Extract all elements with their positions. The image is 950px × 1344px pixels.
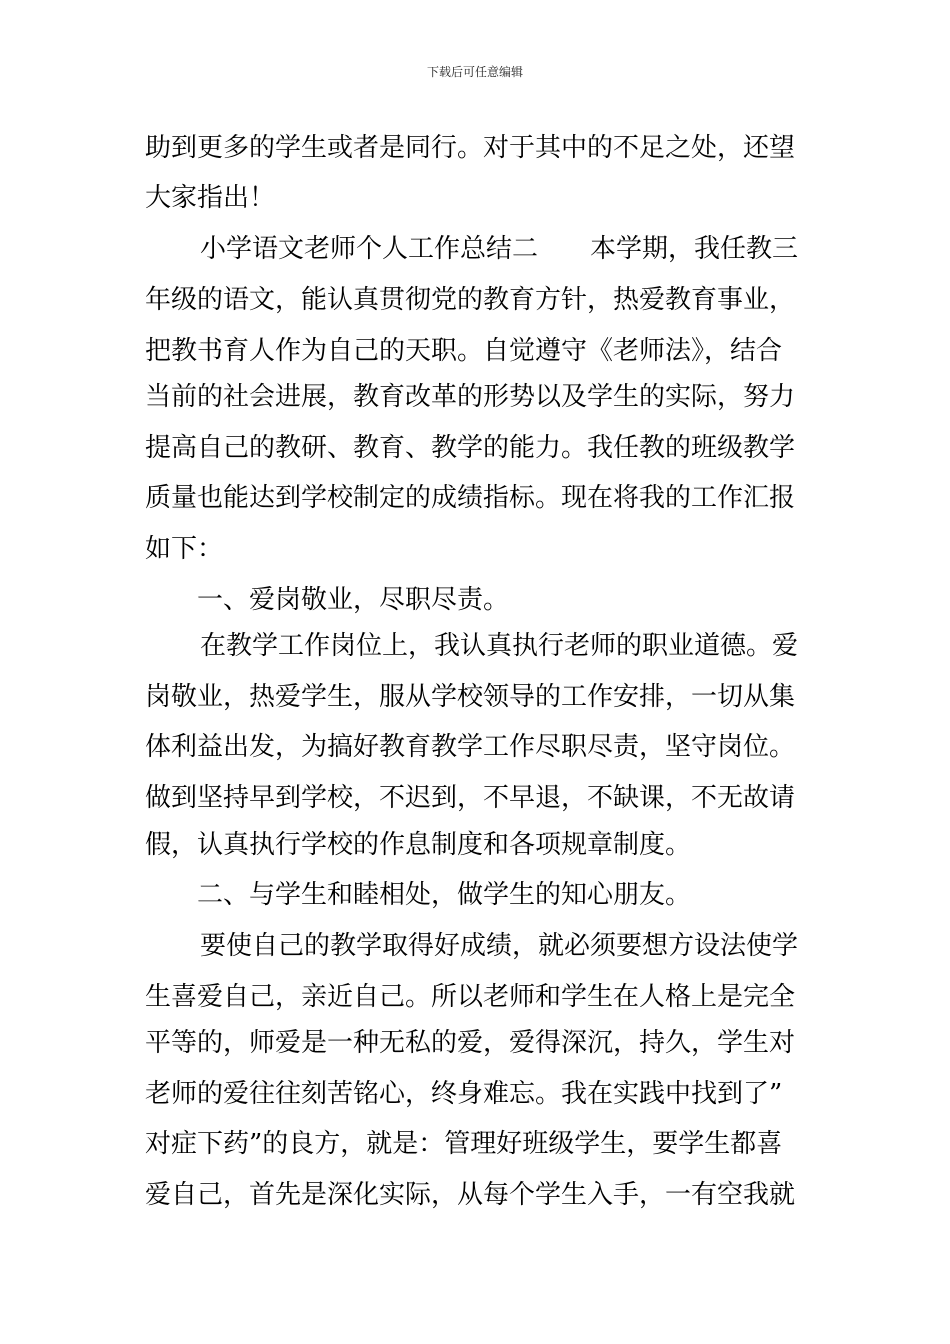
text-line: 提高自己的教研、教育、教学的能力。我任教的班级教学: [145, 433, 796, 463]
text-line: 假，认真执行学校的作息制度和各项规章制度。: [145, 830, 692, 860]
section-heading: 二、与学生和睦相处，做学生的知心朋友。: [197, 880, 692, 910]
text-line: 如下：: [145, 534, 224, 564]
page-header: 下载后可任意编辑: [426, 65, 523, 79]
text-line: 大家指出！: [145, 183, 276, 213]
text-line: 小学语文老师个人工作总结二 本学期，我任教三: [200, 234, 799, 264]
text-line: 爱自己，首先是深化实际，从每个学生入手，一有空我就: [145, 1180, 796, 1210]
section-heading: 一、爱岗敬业，尽职尽责。: [197, 585, 510, 615]
text-line: 对症下药”的良方，就是：管理好班级学生，要学生都喜: [145, 1129, 783, 1159]
text-line: 助到更多的学生或者是同行。对于其中的不足之处，还望: [145, 133, 796, 163]
text-line: 质量也能达到学校制定的成绩指标。现在将我的工作汇报: [145, 483, 796, 513]
text-line: 做到坚持早到学校，不迟到，不早退，不缺课，不无故请: [145, 783, 796, 813]
text-line: 平等的，师爱是一种无私的爱，爱得深沉，持久，学生对: [145, 1028, 796, 1058]
text-line: 把教书育人作为自己的天职。自觉遵守《老师法》，结合: [145, 336, 783, 366]
text-line: 老师的爱往往刻苦铭心，终身难忘。我在实践中找到了”: [145, 1079, 783, 1109]
text-line: 年级的语文，能认真贯彻党的教育方针，热爱教育事业，: [145, 285, 796, 315]
text-line: 在教学工作岗位上，我认真执行老师的职业道德。爱: [200, 631, 799, 661]
text-line: 要使自己的教学取得好成绩，就必须要想方设法使学: [200, 931, 799, 961]
text-line: 体利益出发，为搞好教育教学工作尽职尽责，坚守岗位。: [145, 732, 796, 762]
text-line: 岗敬业，热爱学生，服从学校领导的工作安排，一切从集: [145, 682, 796, 712]
text-line: 生喜爱自己，亲近自己。所以老师和学生在人格上是完全: [145, 982, 796, 1012]
text-line: 当前的社会进展，教育改革的形势以及学生的实际，努力: [145, 382, 796, 412]
